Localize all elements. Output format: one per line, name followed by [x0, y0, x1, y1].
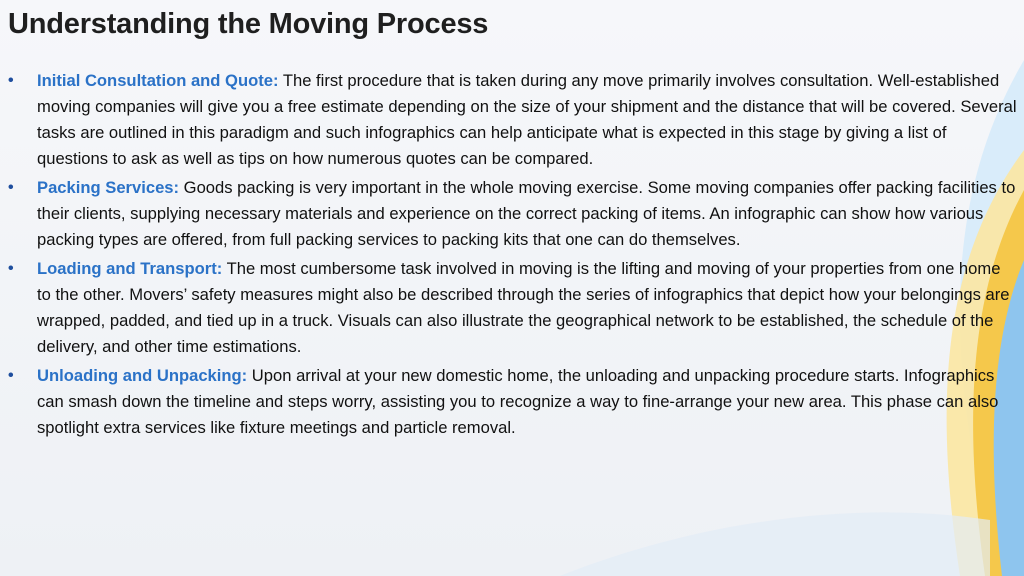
- bullet-unloading-unpacking: [8, 363, 1018, 441]
- bullet-text: Upon arrival at your new domestic home, the unloading and unpacking procedure starts. Infographics can smash down the timeline and steps worry, assisting you to recognize a way to fine-arrange your new area. This phase can also spotlight extra services like fixture meetings and particle removal.: [37, 366, 999, 437]
- bullet-icon: •: [8, 260, 14, 277]
- bullet-initial-consultation: [8, 68, 1018, 172]
- bullet-text: Goods packing is very important in the whole moving exercise. Some moving companies offer packing facilities to their clients, supplying necessary materials and experience on the correct packing of items. An infographic can show how various packing types are offered, from full packing services to packing kits that one can do themselves.: [37, 178, 1016, 249]
- bullet-text: The first procedure that is taken during any move primarily involves consultation. Well-established moving companies will give you a free estimate depending on the size of your shipment and the distance that will be covered. Several tasks are outlined in this paradigm and such infographics can help anticipate what is expected in this stage by giving a list of questions to ask as well as tips on how numerous quotes can be compared.: [37, 71, 1017, 168]
- bullet-loading-transport: [8, 256, 1018, 360]
- page-title: Understanding the Moving Process: [8, 8, 489, 40]
- bullet-packing-services: [8, 175, 1018, 253]
- bullet-heading: Initial Consultation and Quote:: [37, 71, 279, 90]
- bullet-list: [8, 68, 1018, 444]
- bullet-heading: Loading and Transport:: [37, 259, 223, 278]
- bullet-icon: •: [8, 72, 14, 89]
- bullet-icon: •: [8, 367, 14, 384]
- bullet-heading: Unloading and Unpacking:: [37, 366, 248, 385]
- bullet-text: The most cumbersome task involved in moving is the lifting and moving of your properties from one home to the other. Movers’ safety measures might also be described through the series of infographics that depict how your belongings are wrapped, padded, and tied up in a truck. Visuals can also illustrate the geographical network to be established, the schedule of the delivery, and other time estimations.: [37, 259, 1010, 356]
- wave-lower-left-fade: [560, 512, 990, 576]
- bullet-heading: Packing Services:: [37, 178, 180, 197]
- bullet-icon: •: [8, 179, 14, 196]
